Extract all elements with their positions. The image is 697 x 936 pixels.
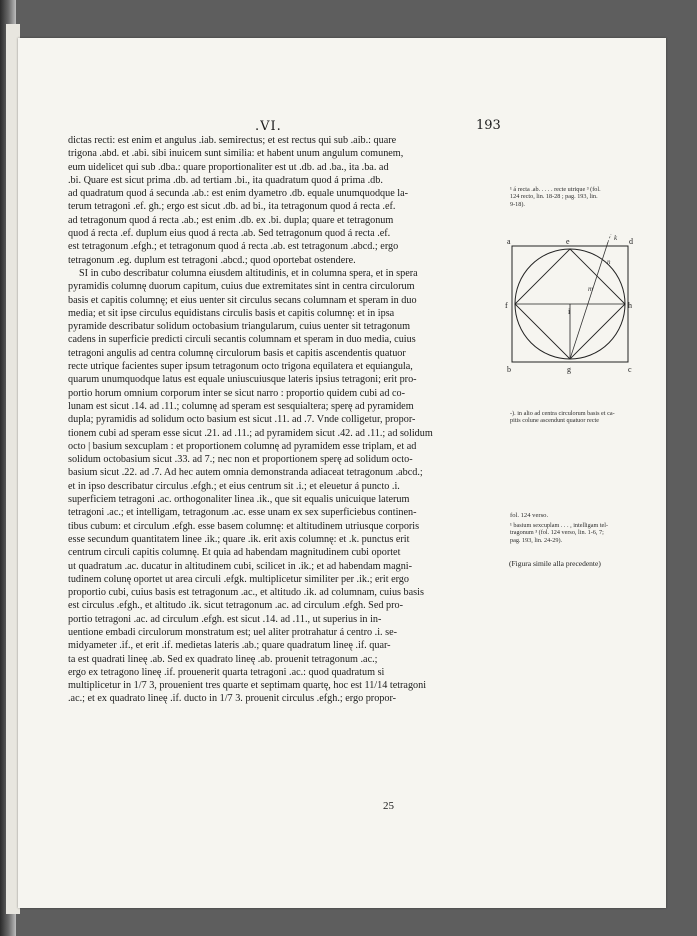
text-line: dictas recti: est enim et angulus .iab. semirectus; et est rectus qui sub .aib.: quare bbox=[68, 135, 397, 146]
margin-note-bottom bbox=[510, 522, 640, 544]
text-line: terum tetragoni .ef. gh.; ergo est sicut .db. ad bi., ita tetragonum quod á recta .ef. bbox=[68, 201, 396, 213]
label-k: k bbox=[614, 234, 618, 242]
text-line: portio tetragoni .ac. ad circulum .efgh. est sicut .14. ad .11., ut superius in in- bbox=[68, 613, 382, 625]
text-line: est tetragonum .efgh.; et tetragonum quod á recta .ab. est tetragonum .abcd.; ergo bbox=[68, 241, 399, 253]
text-line: quarum unumquodque latus est equale uniuscuiusque lateris ipsius tetragoni; erit pro- bbox=[68, 374, 417, 386]
text-line: lunam est sicut .14. ad .11.; columnę ad speram est sesquialtera; sperę ad pyramidem bbox=[68, 400, 414, 412]
text-line: tionem cubi ad speram esse sicut .21. ad .11.; ad pyramidem sicut .42. ad .11.; ad solidum bbox=[68, 427, 433, 439]
text-line: tetragoni angulis ad centra columnę circulorum basis et capitis ascendentis quatuor bbox=[68, 347, 406, 359]
text-line: solidum octobasium sicut .33. ad 7.; nec non et proportionem sperę ad solidum octo- bbox=[68, 454, 413, 466]
text-line: ta est quadrati lineę .ab. Sed ex quadrato lineę .ab. prouenit tetragonum .ac.; bbox=[68, 653, 378, 665]
text-line: portio horum omnium corporum inter se sicut narro : proportio quidem cubi ad co- bbox=[68, 387, 405, 399]
note-line: ¹ á recta .ab. . . . . recte utrique ³ (fol. bbox=[510, 186, 601, 193]
text-line: recte utrique facientes super ipsum tetragonum octo trigona equilatera et equiangula, bbox=[68, 361, 413, 373]
text-line: midyameter .if., et erit .if. medietas lateris .ab.; quare quadratum lineę .if. quar- bbox=[68, 640, 391, 652]
text-line: multiplicetur in 1/7 3, prouenient tres quarte et septimam quartę, hoc est 11/14 tetragoni bbox=[68, 680, 427, 692]
label-i: i bbox=[568, 307, 571, 316]
label-n: n bbox=[607, 258, 611, 266]
geometric-figure bbox=[504, 234, 644, 408]
text-line: ad tetragonum quod á recta .ab.; est enim .db. ex .bi. dupla; quare et tetragonum bbox=[68, 214, 394, 226]
label-e: e bbox=[566, 237, 570, 246]
text-line: et in ipso describatur circulus .efgh.; et eius centrum sit .i.; et eleuetur á puncto .i. bbox=[68, 480, 400, 492]
text-line: trigona .abd. et .abi. sibi inuicem sunt similia: et habent unum angulum comunem, bbox=[68, 148, 404, 160]
page-number: 193 bbox=[476, 118, 501, 133]
text-line: ut quadratum .ac. ducatur in altitudinem cubi, scilicet in .ik.; et ad habendam magni- bbox=[68, 560, 413, 572]
text-line: tetragoni .ac.; et intelligam, tetragonum .ac. esse unam ex sex superficiebus continen- bbox=[68, 507, 417, 519]
text-line: uentione embadi circulorum monstratum est; uel aliter protrahatur á centro .i. se- bbox=[68, 626, 397, 638]
text-line: .ac.; et ex quadrato lineę .if. ducto in 1/7 3. prouenit circulus .efgh.; ergo propor- bbox=[68, 693, 397, 705]
figure-caption: (Figura simile alla precedente) bbox=[509, 559, 601, 568]
label-g: g bbox=[567, 365, 571, 374]
book-page bbox=[18, 38, 666, 908]
note-line: -). in alio ad centra circulorum basis et ca- bbox=[510, 410, 615, 417]
figure-svg bbox=[504, 234, 644, 408]
text-line: superficiem tetragoni .ac. orthogonaliter linea .ik., que sit equalis unicuique laterum bbox=[68, 494, 410, 506]
text-line: pyramidis columnę duorum capitum, cuius due extremitates sint in centra circulorum bbox=[68, 281, 415, 293]
label-f: f bbox=[505, 301, 508, 310]
text-line: basis et capitis columnę; et eius uenter sit circulus secans columnam et speram in duo bbox=[68, 294, 417, 306]
label-m: m bbox=[588, 285, 594, 293]
note-line: 124 recto, lin. 18-28 ; pag. 193, lin. bbox=[510, 193, 598, 201]
text-line: ad quadratum quod á secunda .ab.: est enim dyametro .db. equale unumquodque la- bbox=[68, 188, 409, 200]
note-line: tragonum ³ (fol. 124 verso, lin. 1-6, 7; bbox=[510, 529, 604, 537]
note-line: pag. 193, lin. 24-29). bbox=[510, 536, 563, 544]
chapter-heading: .VI. bbox=[255, 119, 282, 134]
text-line: cadens in superficie predicti circuli secantis columnam et speram in duo media, cuius bbox=[68, 334, 416, 346]
text-line: eum uidelicet qui sub .dba.: quare proportionaliter est ut .db. ad .ba., ita .ba. ad bbox=[68, 161, 389, 173]
note-line: 9-18). bbox=[510, 200, 525, 208]
text-line: pyramide describatur solidum octobasium triangularum, cuius uenter sit tetragonum bbox=[68, 321, 411, 333]
text-line: proportio cubi, cuius basis est tetragonum .ac., et altitudo .ik. ad columnam, cuius basis bbox=[68, 587, 424, 599]
note-line: ¹ basium sexcuplam . . . , intelligam tel- bbox=[510, 522, 609, 529]
text-line: octo | basium sexcuplam : et proportionem columnę ad pyramidem esse triplam, et ad bbox=[68, 440, 417, 452]
text-line: SI in cubo describatur columna eiusdem altitudinis, et in columna spera, et in spera bbox=[79, 267, 418, 279]
label-a: a bbox=[507, 237, 511, 246]
margin-note-figure bbox=[510, 410, 640, 425]
text-line: tetragonum .eg. duplum est tetragoni .abcd.; quod oportebat ostendere. bbox=[68, 254, 356, 266]
text-line: ergo ex tetragono lineę .if. prouenerit quarta tetragoni .ac.: quod quadratum si bbox=[68, 666, 385, 678]
margin-note-top bbox=[510, 186, 640, 208]
text-line: quod á recta .ef. duplum eius quod á recta .ab. Sed tetragonum quod á recta .ef. bbox=[68, 228, 391, 240]
text-line: tibus cubum: et circulum .efgh. esse basem columnę: et altitudinem utriusque corporis bbox=[68, 520, 420, 532]
text-line: est circulus .efgh., et altitudo .ik. sicut tetragonum .ac. ad circulum .efgh. Sed pro- bbox=[68, 600, 403, 612]
note-line: pitis colune ascendunt quatuor recte bbox=[510, 417, 599, 425]
text-line: media; et sit ipse circulus equidistans circulis basis et capitis columnę: et in ipsa bbox=[68, 307, 395, 319]
label-d: d bbox=[629, 237, 633, 246]
text-line: .bi. Quare est sicut prima .db. ad tertiam .bi., ita quadratum quod á prima .db. bbox=[68, 174, 383, 186]
text-line: tudinem colunę oportet ut area circuli .efgk. multiplicetur similiter per .ik.; erit ergo bbox=[68, 573, 409, 585]
margin-note-folio bbox=[510, 512, 640, 519]
axis-line bbox=[570, 242, 608, 359]
text-line: esse secundum quantitatem linee .ik.; quare .ik. erit axis columnę: et .k. punctus erit bbox=[68, 533, 410, 545]
folio-ref: fol. 124 verso. bbox=[510, 512, 549, 519]
main-text-block bbox=[68, 134, 492, 706]
label-h: h bbox=[628, 301, 632, 310]
label-b: b bbox=[507, 365, 511, 374]
label-c: c bbox=[628, 365, 632, 374]
text-line: basium sicut .22. ad .7. Ad hec autem omnia demonstranda adiaceat tetragonum .abcd.; bbox=[68, 467, 423, 479]
text-line: centrum circuli capitis columnę. Et quia ad habendam magnitudinem cubi oportet bbox=[68, 547, 401, 559]
text-line: dupla; pyramidis ad solidum octo basium est sicut .11. ad .7. Vnde colligetur, propor- bbox=[68, 414, 416, 426]
signature-mark: 25 bbox=[383, 800, 394, 812]
